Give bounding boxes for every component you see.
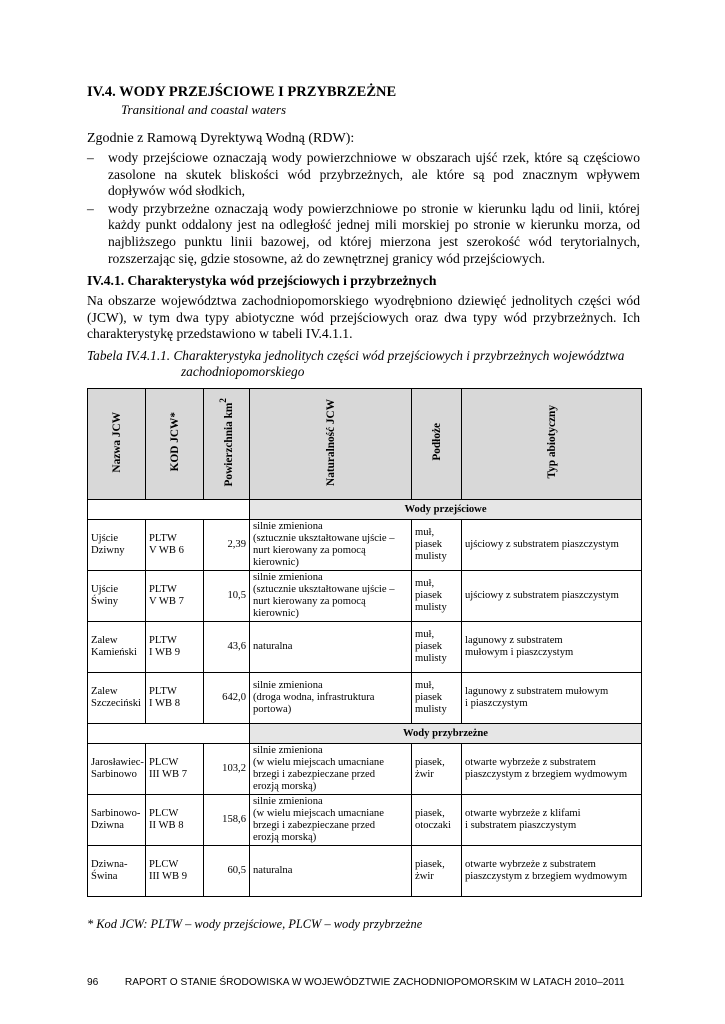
cell-typ-line: ujściowy z substratem piaszczystym	[465, 539, 619, 550]
group-label: Wody przejściowe	[250, 500, 642, 520]
cell-naturalnosc-line: (sztucznie ukształtowane ujście –	[253, 584, 395, 595]
table-row	[88, 571, 642, 622]
cell-typ-line: ujściowy z substratem piaszczystym	[465, 590, 619, 601]
caption-line: zachodniopomorskiego	[181, 364, 305, 379]
cell-nazwa-line: Dziwny	[91, 545, 125, 556]
cell-podloze-line: piasek	[415, 590, 443, 601]
cell-podloze-line: mulisty	[415, 653, 447, 664]
cell-podloze-line: mulisty	[415, 602, 447, 613]
cell-podloze-line: piasek	[415, 692, 443, 703]
cell-kod	[146, 744, 204, 795]
page-number: 96	[87, 977, 99, 988]
cell-podloze-line: otoczaki	[415, 820, 451, 831]
cell-typ-line: otwarte wybrzeże z substratem	[465, 757, 596, 768]
cell-naturalnosc	[250, 673, 412, 724]
cell-podloze-line: żwir	[415, 871, 434, 882]
group-row	[88, 500, 642, 520]
cell-nazwa	[88, 673, 146, 724]
cell-powierzchnia: 103,2	[204, 744, 250, 795]
section-heading: IV.4. WODY PRZEJŚCIOWE I PRZYBRZEŻNE	[87, 84, 397, 100]
cell-nazwa	[88, 744, 146, 795]
column-header: Podłoże	[412, 389, 462, 500]
cell-typ-line: otwarte wybrzeże z klifami	[465, 808, 581, 819]
column-header: KOD JCW*	[146, 389, 204, 500]
list-item	[87, 201, 640, 267]
cell-nazwa-line: Ujście	[91, 533, 119, 544]
cell-kod-line: V WB 7	[149, 596, 184, 607]
cell-nazwa	[88, 795, 146, 846]
table-row	[88, 846, 642, 897]
cell-powierzchnia: 642,0	[204, 673, 250, 724]
cell-kod-line: PLCW	[149, 808, 179, 819]
cell-typ	[462, 795, 642, 846]
cell-nazwa-line: Sarbinowo	[91, 769, 137, 780]
cell-podloze-line: piasek,	[415, 859, 445, 870]
cell-nazwa-line: Zalew	[91, 686, 118, 697]
cell-naturalnosc-line: portowa)	[253, 704, 292, 715]
cell-typ-line: piaszczystym z brzegiem wydmowym	[465, 769, 628, 780]
cell-typ	[462, 673, 642, 724]
column-header: Typ abiotyczny	[462, 389, 642, 500]
cell-kod-line: II WB 8	[149, 820, 184, 831]
cell-podloze	[412, 795, 462, 846]
dash-bullet: –	[87, 200, 94, 216]
cell-naturalnosc	[250, 520, 412, 571]
table-footnote: * Kod JCW: PLTW – wody przejściowe, PLCW – wody przybrzeżne	[87, 917, 423, 931]
cell-naturalnosc	[250, 622, 412, 673]
table-row	[88, 744, 642, 795]
cell-naturalnosc-line: silnie zmieniona	[253, 521, 323, 532]
cell-typ-line: i piaszczystym	[465, 698, 528, 709]
column-header: Naturalność JCW	[250, 389, 412, 500]
cell-naturalnosc-line: brzegi i zabezpieczane przed	[253, 820, 376, 831]
cell-podloze-line: piasek	[415, 539, 443, 550]
jcw-table	[87, 388, 642, 897]
cell-nazwa-line: Szczeciński	[91, 698, 142, 709]
cell-typ	[462, 520, 642, 571]
cell-naturalnosc-line: silnie zmieniona	[253, 572, 323, 583]
cell-naturalnosc	[250, 846, 412, 897]
cell-podloze-line: muł,	[415, 527, 435, 538]
cell-podloze	[412, 571, 462, 622]
cell-nazwa-line: Ujście	[91, 584, 119, 595]
cell-naturalnosc-line: (w wielu miejscach umacniane	[253, 757, 384, 768]
dash-bullet: –	[87, 150, 94, 165]
cell-podloze-line: mulisty	[415, 704, 447, 715]
cell-naturalnosc-line: naturalna	[253, 641, 293, 652]
table-caption	[87, 348, 640, 380]
cell-kod	[146, 673, 204, 724]
cell-podloze	[412, 846, 462, 897]
cell-typ	[462, 571, 642, 622]
cell-kod-line: PLTW	[149, 584, 177, 595]
list-item	[87, 150, 640, 200]
cell-typ-line: i substratem piaszczystym	[465, 820, 577, 831]
cell-podloze-line: muł,	[415, 629, 435, 640]
cell-naturalnosc-line: silnie zmieniona	[253, 796, 323, 807]
cell-kod	[146, 520, 204, 571]
cell-typ-line: piaszczystym z brzegiem wydmowym	[465, 871, 628, 882]
cell-kod-line: V WB 6	[149, 545, 184, 556]
cell-kod-line: PLCW	[149, 859, 179, 870]
cell-naturalnosc-line: silnie zmieniona	[253, 680, 323, 691]
cell-podloze	[412, 744, 462, 795]
cell-typ-line: otwarte wybrzeże z substratem	[465, 859, 596, 870]
cell-naturalnosc-line: brzegi i zabezpieczane przed	[253, 769, 376, 780]
cell-naturalnosc	[250, 571, 412, 622]
page-footer	[87, 977, 625, 988]
cell-nazwa	[88, 520, 146, 571]
cell-powierzchnia: 2,39	[204, 520, 250, 571]
cell-typ-line: lagunowy z substratem mułowym	[465, 686, 609, 697]
cell-podloze	[412, 673, 462, 724]
cell-podloze-line: muł,	[415, 578, 435, 589]
cell-nazwa	[88, 846, 146, 897]
definition-list	[87, 150, 640, 268]
cell-typ-line: lagunowy z substratem	[465, 635, 563, 646]
column-header: Powierzchnia $km^2$	[204, 389, 250, 500]
cell-podloze-line: piasek	[415, 641, 443, 652]
cell-naturalnosc-line: kierownic)	[253, 608, 299, 619]
intro-text: Zgodnie z Ramową Dyrektywą Wodną (RDW):	[87, 131, 355, 146]
cell-kod-line: PLTW	[149, 533, 177, 544]
cell-naturalnosc-line: nurt kierowany za pomocą	[253, 596, 366, 607]
cell-podloze-line: mulisty	[415, 551, 447, 562]
cell-powierzchnia: 158,6	[204, 795, 250, 846]
cell-powierzchnia: 43,6	[204, 622, 250, 673]
cell-typ	[462, 744, 642, 795]
footer-text: RAPORT O STANIE ŚRODOWISKA W WOJEWÓDZTWIE ZACHODNIOPOMORSKIM W LATACH 2010–2011	[124, 977, 625, 988]
list-item-text: wody przejściowe oznaczają wody powierzchniowe w obszarach ujść rzek, które są częściowo zasolone na skutek bliskości wód przybrzeżnych, ale które są pod znacznym wpływem dopływów wód słodkich,	[108, 150, 640, 199]
cell-nazwa-line: Sarbinowo-	[91, 808, 141, 819]
cell-nazwa-line: Dziwna-	[91, 859, 128, 870]
cell-powierzchnia: 60,5	[204, 846, 250, 897]
cell-naturalnosc-line: (w wielu miejscach umacniane	[253, 808, 384, 819]
cell-podloze	[412, 622, 462, 673]
cell-kod	[146, 846, 204, 897]
group-label: Wody przybrzeżne	[250, 724, 642, 744]
cell-naturalnosc-line: (sztucznie ukształtowane ujście –	[253, 533, 395, 544]
cell-naturalnosc-line: (droga wodna, infrastruktura	[253, 692, 375, 703]
cell-podloze	[412, 520, 462, 571]
cell-powierzchnia: 10,5	[204, 571, 250, 622]
cell-nazwa-line: Kamieński	[91, 647, 137, 658]
cell-naturalnosc-line: erozją morską)	[253, 781, 317, 792]
cell-nazwa	[88, 622, 146, 673]
cell-podloze-line: muł,	[415, 680, 435, 691]
cell-podloze-line: żwir	[415, 769, 434, 780]
cell-kod-line: PLCW	[149, 757, 179, 768]
caption-line: Tabela IV.4.1.1. Charakterystyka jednolitych części wód przejściowych i przybrzeżnych województwa	[87, 348, 625, 363]
cell-kod	[146, 795, 204, 846]
subsection-paragraph: Na obszarze województwa zachodniopomorskiego wyodrębniono dziewięć jednolitych części wód (JCW), w tym dwa typy abiotyczne wód przejściowych oraz dwa typy wód przybrzeżnych. Ich charakterystykę przedstawiono w tabeli IV.4.1.1.	[87, 293, 640, 342]
cell-podloze-line: piasek,	[415, 757, 445, 768]
table-row	[88, 795, 642, 846]
table-row	[88, 622, 642, 673]
cell-kod-line: I WB 8	[149, 698, 180, 709]
cell-kod-line: III WB 7	[149, 769, 188, 780]
section-subheading: Transitional and coastal waters	[121, 102, 287, 117]
cell-typ	[462, 622, 642, 673]
cell-kod-line: PLTW	[149, 686, 177, 697]
cell-kod	[146, 622, 204, 673]
cell-typ	[462, 846, 642, 897]
cell-kod-line: III WB 9	[149, 871, 188, 882]
cell-kod-line: PLTW	[149, 635, 177, 646]
cell-typ-line: mułowym i piaszczystym	[465, 647, 574, 658]
list-item-text: wody przybrzeżne oznaczają wody powierzchniowe po stronie w kierunku lądu od linii, której każdy punkt oddalony jest na odległość jednej mili morskiej po stronie w kierunku morza, od najbliższego punktu linii bazowej, od której mierzona jest szerokość wód terytorialnych, rozszerzając się, gdzie stosowne, aż do zewnętrznej granicy wód przejściowych.	[108, 200, 640, 266]
table-row	[88, 673, 642, 724]
cell-naturalnosc	[250, 795, 412, 846]
cell-nazwa	[88, 571, 146, 622]
cell-naturalnosc-line: kierownic)	[253, 557, 299, 568]
cell-naturalnosc-line: silnie zmieniona	[253, 745, 323, 756]
cell-nazwa-line: Zalew	[91, 635, 118, 646]
cell-naturalnosc-line: erozją morską)	[253, 832, 317, 843]
cell-kod	[146, 571, 204, 622]
cell-podloze-line: piasek,	[415, 808, 445, 819]
subsection-heading: IV.4.1. Charakterystyka wód przejściowych i przybrzeżnych	[87, 273, 437, 288]
cell-nazwa-line: Świny	[91, 596, 119, 607]
group-row	[88, 724, 642, 744]
cell-naturalnosc-line: naturalna	[253, 865, 293, 876]
table-row	[88, 520, 642, 571]
cell-nazwa-line: Dziwna	[91, 820, 124, 831]
cell-naturalnosc	[250, 744, 412, 795]
cell-nazwa-line: Świna	[91, 871, 118, 882]
cell-naturalnosc-line: nurt kierowany za pomocą	[253, 545, 366, 556]
column-header: Nazwa JCW	[88, 389, 146, 500]
cell-kod-line: I WB 9	[149, 647, 180, 658]
cell-nazwa-line: Jarosławiec-	[91, 757, 144, 768]
